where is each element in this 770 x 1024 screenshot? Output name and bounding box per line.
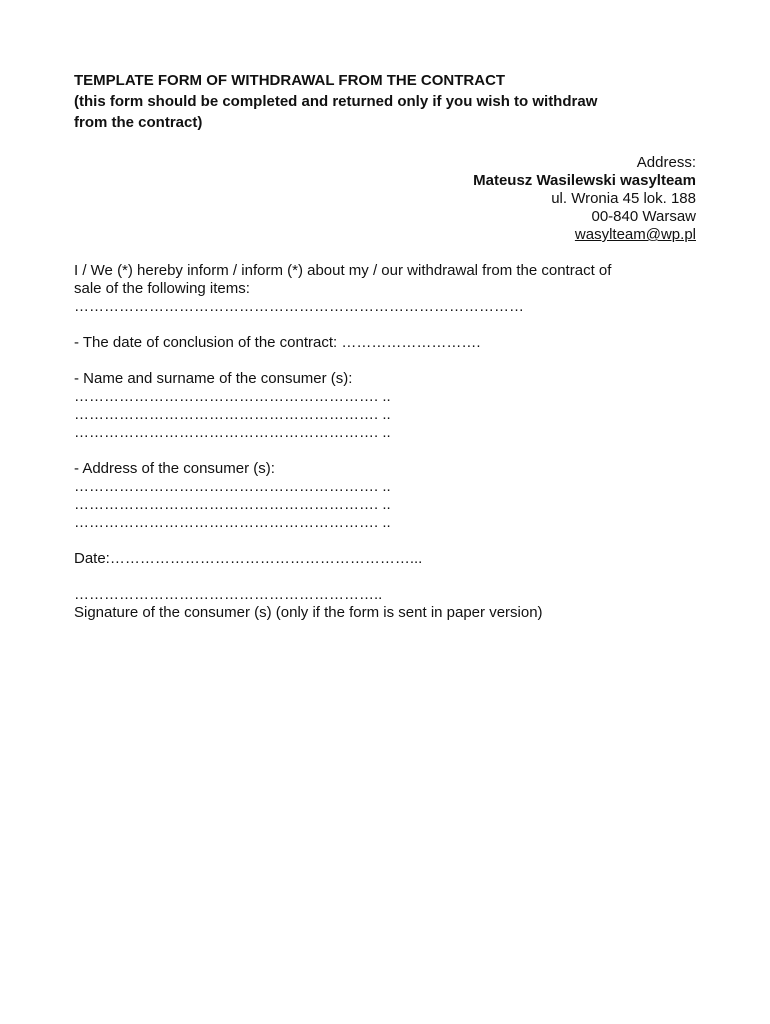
address-street: ul. Wronia 45 lok. 188 (551, 190, 696, 207)
signature-section (74, 586, 696, 622)
consumer-name-field[interactable]: ……………………………………………………. .. (74, 406, 391, 423)
conclusion-date-field[interactable]: - The date of conclusion of the contract: ………………………. (74, 334, 481, 351)
date-field[interactable]: Date:……………………………………………………... (74, 550, 423, 567)
withdrawal-text-line-1: I / We (*) hereby inform / inform (*) about my / our withdrawal from the contract of (74, 262, 612, 279)
withdrawal-form-page (74, 70, 696, 622)
address-label: Address: (636, 154, 696, 171)
consumer-address-section (74, 460, 696, 532)
form-title-line-3: from the contract) (74, 114, 203, 131)
signature-label: Signature of the consumer (s) (only if the form is sent in paper version) (74, 604, 543, 621)
withdrawal-items-field[interactable]: ……………………………………………………………………………… (74, 298, 524, 315)
form-title-line-2: (this form should be completed and returned only if you wish to withdraw (74, 93, 598, 110)
withdrawal-text-line-2: sale of the following items: (74, 280, 250, 297)
form-title (74, 70, 696, 133)
address-city: 00-840 Warsaw (591, 208, 696, 225)
consumer-name-section (74, 370, 696, 442)
conclusion-date-section (74, 334, 696, 352)
address-email-link[interactable]: wasylteam@wp.pl (574, 226, 696, 243)
consumer-address-field[interactable]: ……………………………………………………. .. (74, 514, 391, 531)
form-title-line-1: TEMPLATE FORM OF WITHDRAWAL FROM THE CONTRACT (74, 72, 506, 89)
consumer-name-field[interactable]: ……………………………………………………. .. (74, 424, 391, 441)
consumer-address-label: - Address of the consumer (s): (74, 460, 275, 477)
signature-field[interactable]: …………………………………………………….. (74, 586, 383, 603)
consumer-name-field[interactable]: ……………………………………………………. .. (74, 388, 391, 405)
withdrawal-statement (74, 262, 696, 316)
consumer-address-field[interactable]: ……………………………………………………. .. (74, 478, 391, 495)
recipient-address-block (74, 154, 696, 244)
consumer-address-field[interactable]: ……………………………………………………. .. (74, 496, 391, 513)
address-name: Mateusz Wasilewski wasylteam (473, 172, 696, 189)
consumer-name-label: - Name and surname of the consumer (s): (74, 370, 353, 387)
date-section (74, 550, 696, 568)
